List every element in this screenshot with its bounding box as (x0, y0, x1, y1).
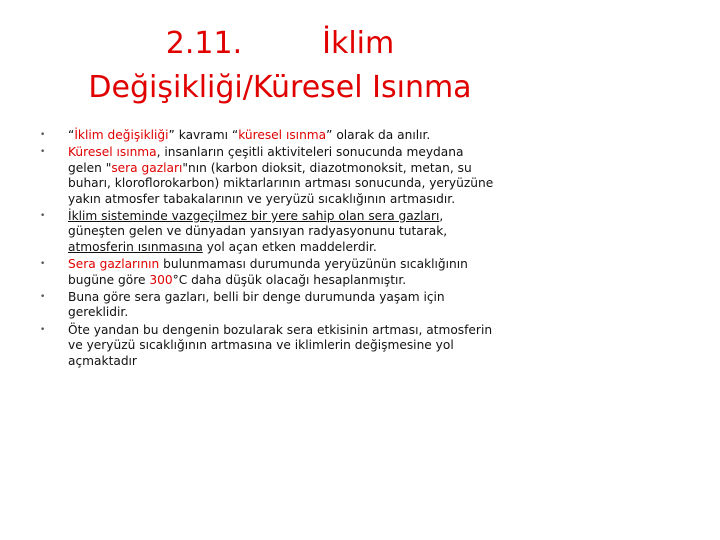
highlight-red: İklim değişikliği (74, 128, 169, 142)
bullet-item (40, 145, 500, 207)
text-run: , insanların çeşitli aktiviteleri sonucunda meydana gelen " (68, 145, 464, 175)
bullet-text (68, 209, 447, 254)
text-run: , güneşten gelen ve dünyadan yansıyan radyasyonunu tutarak, (68, 209, 448, 239)
text-run: ” olarak da anılır. (326, 128, 431, 142)
text-run: "nın (karbon dioksit, diazotmonoksit, metan, su buharı, kloroflorokarbon) miktarlarının artması sonucunda, yeryüzüne yakın atmosfer tabakalarının ve yeryüzü sıcaklığının artmasıdır. (68, 160, 494, 206)
title-word: İklim (322, 26, 395, 61)
bullet-dot-icon: • (40, 211, 46, 222)
bullet-text (68, 128, 430, 142)
highlight-red: Sera gazlarının (68, 257, 160, 272)
text-run: “ (68, 128, 75, 142)
bullet-dot-icon: • (40, 259, 46, 270)
bullet-item (40, 209, 500, 255)
underlined-text: atmosferin ısınmasına (68, 239, 203, 254)
bullet-item (40, 128, 500, 143)
title-number: 2.11. (165, 26, 243, 61)
highlight-red: 300 (149, 272, 173, 287)
bullet-text: Buna göre sera gazları, belli bir denge durumunda yaşam için gereklidir. (68, 290, 445, 320)
highlight-red: küresel ısınma (238, 128, 327, 142)
bullet-text (68, 145, 493, 205)
text-run: ” kavramı “ (168, 128, 239, 142)
slide-title (60, 22, 500, 110)
title-line2: Değişikliği/Küresel Isınma (88, 70, 472, 105)
text-run: bulunmaması durumunda yeryüzünün sıcaklığının bugüne göre (68, 257, 468, 287)
bullet-text: Öte yandan bu dengenin bozularak sera etkisinin artması, atmosferin ve yeryüzü sıcaklığının artmasına ve iklimlerin değişmesine yol açmaktadır (68, 322, 493, 368)
bullet-text (68, 257, 468, 286)
bullet-list (40, 128, 500, 371)
bullet-dot-icon: • (40, 147, 46, 158)
text-run: °C daha düşük olacağı hesaplanmıştır. (172, 272, 407, 287)
bullet-item (40, 257, 500, 288)
text-run: yol açan etken maddelerdir. (202, 239, 377, 254)
underlined-text: İklim sisteminde vazgeçilmez bir yere sahip olan sera gazları (68, 209, 440, 224)
bullet-item (40, 290, 500, 321)
bullet-item (40, 323, 500, 369)
bullet-dot-icon: • (40, 130, 46, 140)
highlight-red: Küresel ısınma (68, 145, 157, 160)
bullet-dot-icon: • (40, 292, 46, 303)
highlight-red: sera gazları (111, 160, 183, 175)
bullet-dot-icon: • (40, 324, 46, 335)
